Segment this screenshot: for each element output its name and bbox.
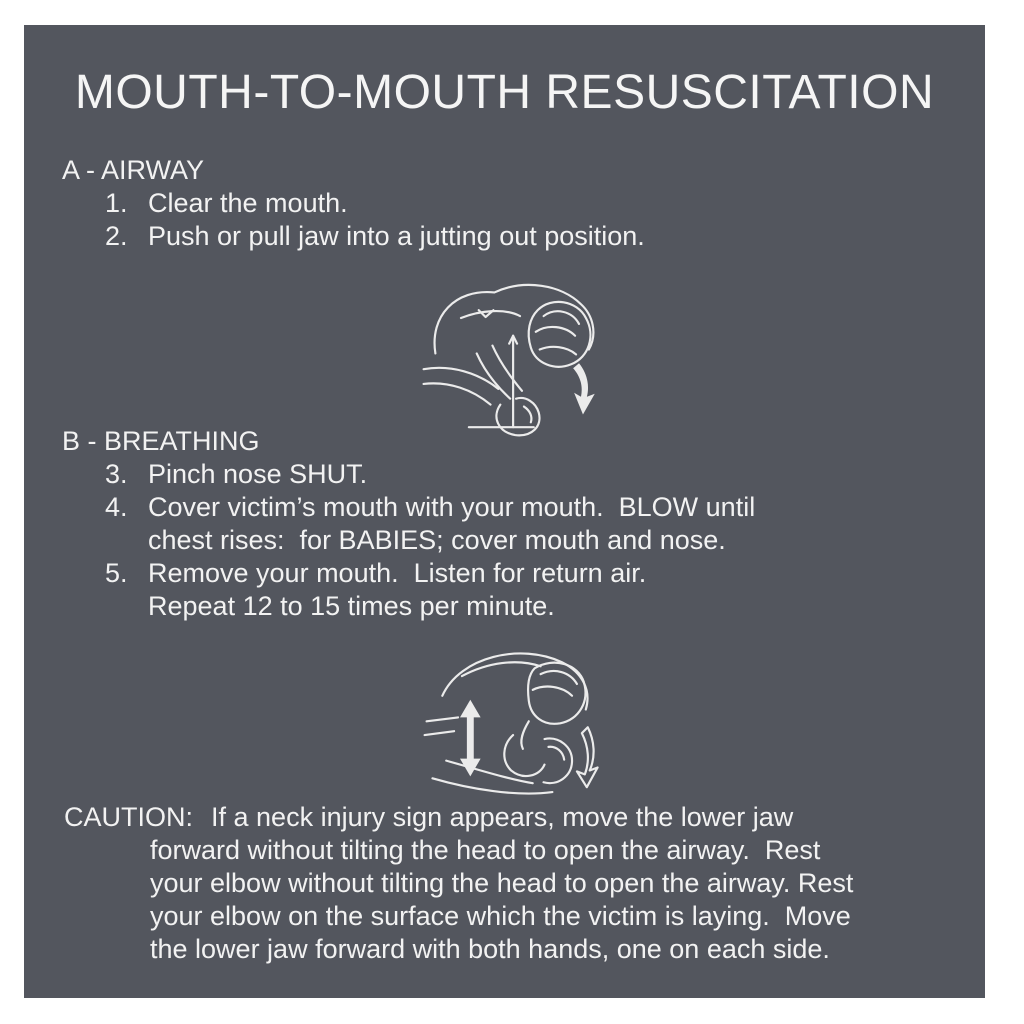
step-text: Cover victim’s mouth with your mouth. BLOW until chest rises: for BABIES; cover mouth and nose. [148, 492, 756, 555]
list-item [105, 458, 985, 491]
step-text: Remove your mouth. Listen for return air. Repeat 12 to 15 times per minute. [148, 558, 647, 621]
list-item [105, 187, 985, 220]
rescuer-hair-line [533, 687, 572, 696]
victim-hair-line [548, 747, 564, 760]
rescuer-face-line [521, 721, 528, 749]
rescuer-hair-line [544, 311, 579, 324]
caution-label: CAUTION: [64, 802, 194, 832]
list-item [105, 557, 985, 623]
step-text: Clear the mouth. [148, 188, 348, 218]
step-number: 4. [105, 492, 128, 522]
caution-text: If a neck injury sign appears, move the lower jaw [211, 802, 794, 832]
caution-text: your elbow on the surface which the victim is laying. Move [150, 901, 851, 931]
breathing-heading: B - BREATHING [62, 426, 260, 456]
airway-illustration [416, 259, 624, 441]
caution-block [64, 801, 985, 966]
list-item [105, 220, 985, 253]
caution-text: the lower jaw forward with both hands, one on each side. [150, 934, 830, 964]
section-airway [62, 154, 985, 253]
victim-body-line [424, 383, 491, 404]
rescuer-hair-line [540, 347, 576, 355]
step-number: 2. [105, 221, 128, 251]
breathing-illustration [412, 625, 622, 797]
caution-text: forward without tilting the head to open the airway. Rest [150, 835, 821, 865]
victim-chin-line [524, 407, 531, 423]
step-number: 5. [105, 558, 128, 588]
chest-motion-line [427, 717, 458, 721]
rescuer-shoulder-line [461, 311, 520, 318]
list-item [105, 491, 985, 557]
step-text: Pinch nose SHUT. [148, 459, 368, 489]
down-arrow-outline-icon [577, 727, 598, 787]
rescuer-hair-line [541, 671, 577, 684]
airway-heading: A - AIRWAY [62, 155, 205, 185]
victim-body-line [446, 761, 532, 784]
step-number: 3. [105, 459, 128, 489]
page-title: MOUTH-TO-MOUTH RESUSCITATION [74, 66, 935, 119]
caution-line [64, 801, 985, 834]
down-arrow-icon [573, 363, 595, 414]
rescuer-arm-line [477, 353, 510, 398]
victim-body-line [432, 778, 552, 793]
rescuer-hair-line [536, 327, 575, 336]
caution-text: your elbow without tilting the head to open the airway. Rest [150, 868, 854, 898]
victim-head-line [504, 735, 544, 776]
section-breathing [62, 425, 985, 623]
chest-motion-line [425, 731, 454, 735]
step-number: 1. [105, 188, 128, 218]
step-text: Push or pull jaw into a jutting out position. [148, 221, 645, 251]
poster-panel [24, 25, 985, 998]
victim-hair-line [544, 739, 573, 784]
